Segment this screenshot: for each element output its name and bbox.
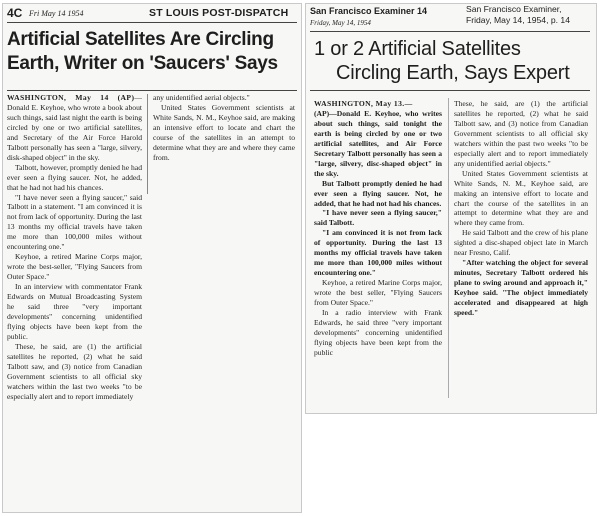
- paragraph: These, he said, are (1) the artificial satellites he reported, (2) what he said Talbott saw, and (3) notice from Canadian Government scientists to all official sky watchers within the past two weeks "to be especially alert and to report immediately any unidentified aerial objects.": [454, 99, 588, 168]
- newspaper-name: ST LOUIS POST-DISPATCH: [149, 7, 289, 19]
- newspaper-name: San Francisco Examiner 14: [310, 6, 428, 16]
- page-number: 4C: [7, 6, 23, 20]
- headline-line-2: Earth, Writer on 'Saucers' Says: [7, 53, 278, 74]
- caption-line-2: Friday, May 14, 1954, p. 14: [466, 15, 570, 25]
- article-column-1: [314, 99, 442, 358]
- headline-divider: [7, 90, 297, 91]
- article-column-1: [7, 93, 142, 402]
- paragraph: In an interview with commentator Frank Edwards on Mutual Broadcasting System he said three "very important developments" concerning unidentified flying objects have been kept from the public.: [7, 282, 142, 341]
- masthead-divider: [7, 22, 297, 23]
- paragraph: "I have never seen a flying saucer," said Talbott in a statement. "I am convinced it is not from lack of opportunity. During the last 13 months my official travels have taken me more than 100,000 miles without encountering one.": [7, 192, 142, 252]
- post-dispatch-clipping: [2, 3, 302, 513]
- caption-line-1: San Francisco Examiner,: [466, 4, 562, 14]
- issue-date: Friday, May 14, 1954: [310, 19, 371, 27]
- paragraph: He said Talbott and the crew of his plane sighted a disc-shaped object late in March near Fresno, Calif.: [454, 228, 588, 258]
- article-headline: [7, 28, 299, 76]
- headline-line-2: Circling Earth, Says Expert: [336, 62, 570, 84]
- column-divider: [448, 98, 449, 398]
- dateline: WASHINGTON, May 13.—: [314, 99, 413, 108]
- lead-paragraph: [7, 93, 142, 163]
- dateline: WASHINGTON, May 14 (AP): [7, 93, 135, 102]
- paragraph: "I am convinced it is not from lack of opportunity. During the last 13 months my official travels have taken me more than 100,000 miles without encountering one.": [314, 228, 442, 278]
- source-caption: [466, 4, 600, 26]
- paragraph: United States Government scientists at White Sands, N. M., Keyhoe said, are making an intensive effort to locate and chart the course of the satellites in an attempt to determine what they are and where they came from.: [454, 168, 588, 228]
- article-column-2: [153, 93, 295, 163]
- headline-line-1: Artificial Satellites Are Circling: [7, 29, 274, 50]
- paragraph: Keyhoe, a retired Marine Corps major, wrote the best-seller, "Flying Saucers from Outer Space.": [7, 252, 142, 282]
- paragraph: "After watching the object for several minutes, Secretary Talbott ordered his plane to swing around and approach it," Keyhoe said. "The object immediately accelerated and disappeared at high speed.": [454, 258, 588, 318]
- issue-date: Fri May 14 1954: [29, 9, 84, 18]
- paragraph: These, he said, are (1) the artificial satellites he reported, (2) what he said Talbott saw, and (3) notice from Canadian Government scientists to all official sky watchers within the last two weeks "to be especially alert and to report immediately: [7, 341, 142, 401]
- paragraph: Talbott, however, promptly denied he had ever seen a flying saucer. Not, he added, that he had not had his chances.: [7, 162, 142, 192]
- column-divider: [147, 94, 148, 194]
- headline-divider: [310, 90, 590, 91]
- paragraph: United States Government scientists at White Sands, N. M., Keyhoe said, are making an intensive effort to locate and chart the course of the satellites in an attempt to determine what they are and where they came from.: [153, 102, 295, 162]
- paragraph: "I have never seen a flying saucer," said Talbott.: [314, 208, 442, 228]
- headline-line-1: 1 or 2 Artificial Satellites: [314, 38, 521, 60]
- lead-paragraph: (AP)—Donald E. Keyhoe, who writes about such things, said tonight the earth is being circled by one or two artificial satellites, and Air Force Secretary Talbott personally has seen a "large, silvery, disc-shaped object" in the sky.: [314, 108, 442, 178]
- paragraph: In a radio interview with Frank Edwards, he said three "very important developments" concerning unidentified flying objects have been kept from the public: [314, 308, 442, 357]
- post-dispatch-masthead: [7, 6, 297, 21]
- paragraph-text: —Donald E. Keyhoe, who wrote a book about such things, said last night the earth is being circled by one or two artificial satellites, and Secretary of the Air Force Harold Talbott personally has seen a "large, silvery, disk-shaped object" in the sky.: [7, 93, 142, 162]
- masthead-divider: [310, 31, 590, 32]
- article-column-2: [454, 99, 588, 318]
- lead-dateline: [314, 99, 442, 109]
- paragraph: But Talbott promptly denied he had ever seen a flying saucer. Not, he added, that he had not had his chances.: [314, 178, 442, 208]
- paragraph: Keyhoe, a retired Marine Corps major, wrote the best seller, "Flying Saucers from Outer Space.": [314, 278, 442, 308]
- examiner-clipping: [305, 3, 597, 414]
- article-headline: [314, 37, 596, 85]
- paragraph: any unidentified aerial objects.": [153, 93, 250, 102]
